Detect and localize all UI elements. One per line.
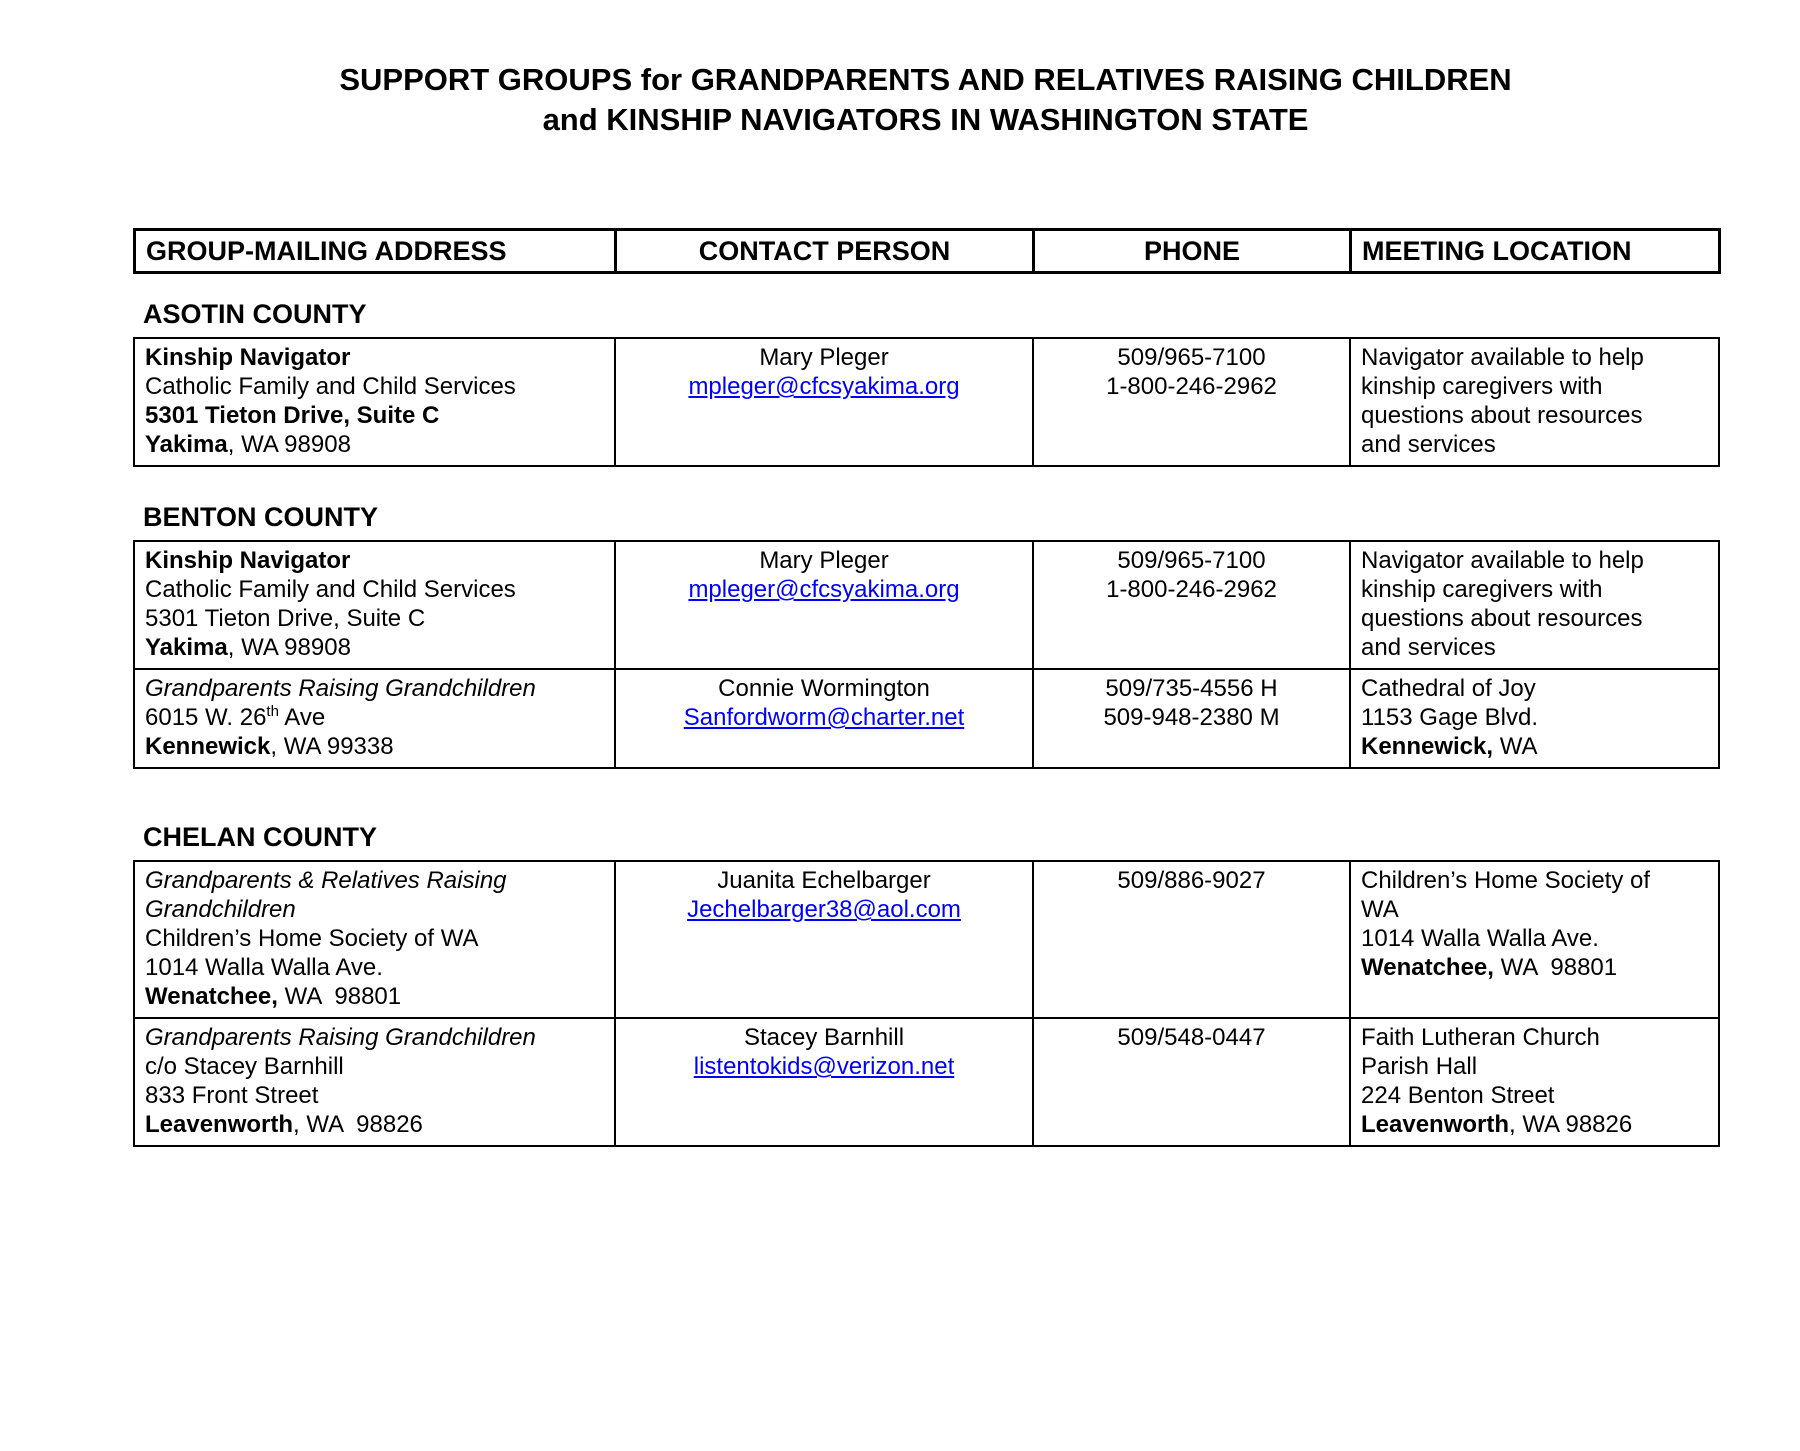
text-segment: Grandchildren xyxy=(145,896,296,923)
text-segment: c/o Stacey Barnhill xyxy=(145,1053,344,1080)
cell-line xyxy=(1361,372,1708,401)
page-title xyxy=(133,60,1718,140)
contact-person-cell xyxy=(615,669,1033,768)
cell-line xyxy=(145,674,604,703)
email-link[interactable]: mpleger@cfcsyakima.org xyxy=(688,373,960,400)
cell-line xyxy=(626,575,1022,604)
text-segment: Yakima xyxy=(145,431,228,458)
cell-line xyxy=(145,732,604,761)
cell-line xyxy=(1044,575,1339,604)
text-segment: 1-800-246-2962 xyxy=(1106,373,1277,400)
text-segment: kinship caregivers with xyxy=(1361,373,1603,400)
contact-person-cell xyxy=(615,338,1033,466)
cell-line xyxy=(1361,1110,1708,1139)
text-segment: Catholic Family and Child Services xyxy=(145,576,516,603)
phone-cell xyxy=(1033,669,1350,768)
group-address-cell xyxy=(134,1018,615,1146)
column-header-phone: PHONE xyxy=(1034,230,1351,273)
cell-line xyxy=(145,866,604,895)
cell-line xyxy=(145,1023,604,1052)
text-segment: WA 98801 xyxy=(1493,954,1618,981)
text-segment: kinship caregivers with xyxy=(1361,576,1603,603)
cell-line xyxy=(1361,401,1708,430)
text-segment: Children’s Home Society of xyxy=(1361,867,1651,894)
group-address-cell xyxy=(134,338,615,466)
text-segment: , WA 98908 xyxy=(227,431,351,458)
cell-line xyxy=(1044,703,1339,732)
text-segment: Kennewick xyxy=(145,733,271,760)
text-segment: , WA 99338 xyxy=(270,733,394,760)
text-segment: Kinship Navigator xyxy=(145,547,351,574)
cell-line xyxy=(1044,866,1339,895)
text-segment: Parish Hall xyxy=(1361,1053,1478,1080)
document-page xyxy=(0,60,1800,1147)
county-heading-chelan: CHELAN COUNTY xyxy=(143,822,377,852)
meeting-location-cell xyxy=(1350,338,1719,466)
table-row xyxy=(134,338,1719,466)
phone-cell xyxy=(1033,1018,1350,1146)
cell-line xyxy=(626,546,1022,575)
text-segment: Leavenworth xyxy=(1361,1111,1510,1138)
cell-line xyxy=(145,924,604,953)
cell-line xyxy=(1361,633,1708,662)
cell-line xyxy=(1044,1023,1339,1052)
text-segment: 509/886-9027 xyxy=(1117,867,1266,894)
cell-line xyxy=(626,372,1022,401)
cell-line xyxy=(1361,924,1708,953)
column-header-meeting-location: MEETING LOCATION xyxy=(1351,230,1720,273)
cell-line xyxy=(145,1052,604,1081)
cell-line xyxy=(1361,732,1708,761)
text-segment: Navigator available to help xyxy=(1361,344,1644,371)
cell-line xyxy=(145,343,604,372)
cell-line xyxy=(626,866,1022,895)
cell-line xyxy=(145,401,604,430)
cell-line xyxy=(145,953,604,982)
cell-line xyxy=(626,1052,1022,1081)
superscript-text: th xyxy=(266,703,279,720)
text-segment: Leavenworth xyxy=(145,1111,294,1138)
cell-line xyxy=(1361,546,1708,575)
cell-line xyxy=(626,1023,1022,1052)
cell-line xyxy=(145,895,604,924)
text-segment: 1014 Walla Walla Ave. xyxy=(1361,925,1599,952)
cell-line xyxy=(1361,430,1708,459)
text-segment: Kennewick, xyxy=(1361,733,1494,760)
text-segment: Faith Lutheran Church xyxy=(1361,1024,1600,1051)
text-segment: 509-948-2380 M xyxy=(1103,704,1280,731)
cell-line xyxy=(1361,575,1708,604)
email-link[interactable]: Sanfordworm@charter.net xyxy=(683,704,965,731)
text-segment: and services xyxy=(1361,634,1496,661)
text-segment: Grandparents Raising Grandchildren xyxy=(145,675,536,702)
meeting-location-cell xyxy=(1350,669,1719,768)
table-row xyxy=(134,669,1719,768)
cell-line xyxy=(1361,604,1708,633)
cell-line xyxy=(1044,674,1339,703)
cell-line xyxy=(145,604,604,633)
cell-line xyxy=(1044,372,1339,401)
text-segment: 224 Benton Street xyxy=(1361,1082,1555,1109)
text-segment: 1-800-246-2962 xyxy=(1106,576,1277,603)
text-segment: questions about resources xyxy=(1361,605,1643,632)
cell-line xyxy=(145,430,604,459)
contact-person-cell xyxy=(615,861,1033,1018)
text-segment: Juanita Echelbarger xyxy=(717,867,931,894)
phone-cell xyxy=(1033,338,1350,466)
column-header-row xyxy=(135,230,1720,273)
column-header-group-mailing-address: GROUP-MAILING ADDRESS xyxy=(135,230,616,273)
text-segment: 509/965-7100 xyxy=(1117,344,1266,371)
cell-line xyxy=(145,703,604,732)
text-segment: Grandparents & Relatives Raising xyxy=(145,867,507,894)
text-segment: and services xyxy=(1361,431,1496,458)
cell-line xyxy=(145,546,604,575)
benton-county-table xyxy=(133,540,1720,769)
text-segment: WA xyxy=(1493,733,1538,760)
meeting-location-cell xyxy=(1350,541,1719,669)
group-address-cell xyxy=(134,669,615,768)
group-address-cell xyxy=(134,861,615,1018)
cell-line xyxy=(626,343,1022,372)
cell-line xyxy=(1044,343,1339,372)
text-segment: 833 Front Street xyxy=(145,1082,319,1109)
contact-person-cell xyxy=(615,1018,1033,1146)
cell-line xyxy=(145,633,604,662)
text-segment: WA 98801 xyxy=(277,983,402,1010)
text-segment: 5301 Tieton Drive, Suite C xyxy=(145,402,440,429)
cell-line xyxy=(145,1081,604,1110)
text-segment: WA xyxy=(1361,896,1399,923)
text-segment: Wenatchee, xyxy=(1361,954,1494,981)
phone-cell xyxy=(1033,541,1350,669)
title-line-1: SUPPORT GROUPS for GRANDPARENTS AND RELATIVES RAISING CHILDREN xyxy=(339,62,1512,97)
text-segment: , WA 98826 xyxy=(293,1111,423,1138)
column-header-contact-person: CONTACT PERSON xyxy=(616,230,1034,273)
text-segment: 6015 W. 26 xyxy=(145,704,267,731)
email-link[interactable]: Jechelbarger38@aol.com xyxy=(687,896,961,923)
text-segment: Connie Wormington xyxy=(718,675,930,702)
text-segment: Yakima xyxy=(145,634,228,661)
cell-line xyxy=(1361,1052,1708,1081)
text-segment: Navigator available to help xyxy=(1361,547,1644,574)
cell-line xyxy=(626,703,1022,732)
asotin-county-table xyxy=(133,337,1720,467)
column-header-table xyxy=(133,228,1721,274)
email-link[interactable]: mpleger@cfcsyakima.org xyxy=(688,576,960,603)
text-segment: 509/548-0447 xyxy=(1117,1024,1266,1051)
cell-line xyxy=(145,982,604,1011)
cell-line xyxy=(1361,1023,1708,1052)
cell-line xyxy=(145,372,604,401)
text-segment: Cathedral of Joy xyxy=(1361,675,1536,702)
group-address-cell xyxy=(134,541,615,669)
text-segment: Mary Pleger xyxy=(759,344,889,371)
table-row xyxy=(134,541,1719,669)
chelan-county-table xyxy=(133,860,1720,1147)
cell-line xyxy=(1044,546,1339,575)
cell-line xyxy=(1361,953,1708,982)
cell-line xyxy=(145,575,604,604)
text-segment: Catholic Family and Child Services xyxy=(145,373,516,400)
text-segment: 1014 Walla Walla Ave. xyxy=(145,954,383,981)
text-segment: 509/735-4556 H xyxy=(1105,675,1278,702)
cell-line xyxy=(1361,866,1708,895)
cell-line xyxy=(1361,343,1708,372)
text-segment: Stacey Barnhill xyxy=(743,1024,905,1051)
text-segment: questions about resources xyxy=(1361,402,1643,429)
text-segment: Mary Pleger xyxy=(759,547,889,574)
title-line-2: and KINSHIP NAVIGATORS IN WASHINGTON STATE xyxy=(542,102,1309,137)
cell-line xyxy=(1361,895,1708,924)
text-segment: , WA 98826 xyxy=(1509,1111,1633,1138)
contact-person-cell xyxy=(615,541,1033,669)
meeting-location-cell xyxy=(1350,861,1719,1018)
table-row xyxy=(134,861,1719,1018)
text-segment: Children’s Home Society of WA xyxy=(145,925,479,952)
cell-line xyxy=(626,895,1022,924)
text-segment: 5301 Tieton Drive, Suite C xyxy=(145,605,426,632)
text-segment: Ave xyxy=(278,704,326,731)
cell-line xyxy=(1361,703,1708,732)
text-segment: Wenatchee, xyxy=(145,983,278,1010)
text-segment: Kinship Navigator xyxy=(145,344,351,371)
phone-cell xyxy=(1033,861,1350,1018)
county-heading-benton: BENTON COUNTY xyxy=(143,502,379,532)
cell-line xyxy=(1361,674,1708,703)
table-row xyxy=(134,1018,1719,1146)
cell-line xyxy=(145,1110,604,1139)
text-segment: 1153 Gage Blvd. xyxy=(1361,704,1539,731)
meeting-location-cell xyxy=(1350,1018,1719,1146)
cell-line xyxy=(1361,1081,1708,1110)
text-segment: Grandparents Raising Grandchildren xyxy=(145,1024,536,1051)
cell-line xyxy=(626,674,1022,703)
text-segment: , WA 98908 xyxy=(227,634,351,661)
county-heading-asotin: ASOTIN COUNTY xyxy=(143,299,367,329)
text-segment: 509/965-7100 xyxy=(1117,547,1266,574)
email-link[interactable]: listentokids@verizon.net xyxy=(693,1053,955,1080)
